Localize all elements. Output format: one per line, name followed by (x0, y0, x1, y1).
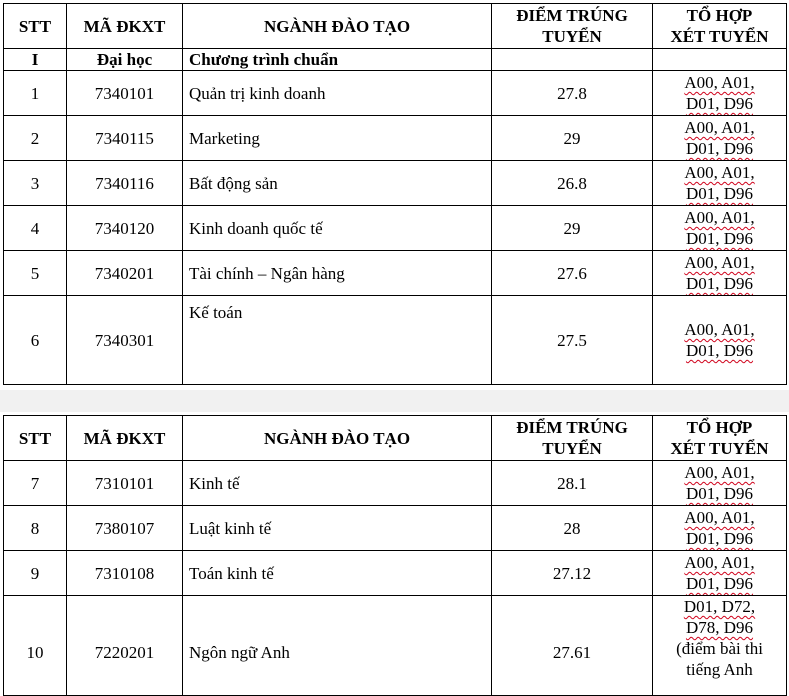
admission-table-2 (3, 415, 787, 696)
row-score: 29 (492, 116, 653, 161)
row-code: 7380107 (67, 506, 183, 551)
header-combo (653, 416, 787, 461)
table-row (4, 461, 787, 506)
row-combo-line-1: A00, A01, (684, 553, 755, 572)
header-score (492, 416, 653, 461)
row-code: 7340120 (67, 206, 183, 251)
row-score: 27.12 (492, 551, 653, 596)
section-empty-combo (653, 49, 787, 71)
row-code: 7220201 (67, 596, 183, 696)
table-row (4, 251, 787, 296)
header-code: MÃ ĐKXT (67, 4, 183, 49)
row-stt: 10 (4, 596, 67, 696)
header-major: NGÀNH ĐÀO TẠO (183, 4, 492, 49)
row-combo-line-2: D01, D96 (685, 94, 754, 113)
row-combo-line-1: A00, A01, (684, 463, 755, 482)
row-score: 27.61 (492, 596, 653, 696)
row-major: Kinh tế (183, 461, 492, 506)
header-score-line-1: ĐIỂM TRÚNG (516, 418, 628, 437)
row-stt: 7 (4, 461, 67, 506)
header-combo-line-2: XÉT TUYỂN (670, 27, 769, 46)
table-header-row (4, 4, 787, 49)
header-score (492, 4, 653, 49)
row-score: 28 (492, 506, 653, 551)
row-combo-line-3: (điểm bài thi (676, 639, 763, 658)
table-header-row (4, 416, 787, 461)
header-code: MÃ ĐKXT (67, 416, 183, 461)
row-code: 7340301 (67, 296, 183, 385)
table-row (4, 206, 787, 251)
row-combo (653, 71, 787, 116)
row-major: Kinh doanh quốc tế (183, 206, 492, 251)
row-score: 27.6 (492, 251, 653, 296)
row-major: Marketing (183, 116, 492, 161)
table-row (4, 71, 787, 116)
row-combo-line-2: D01, D96 (685, 529, 754, 548)
row-combo-line-1: A00, A01, (684, 118, 755, 137)
row-combo-line-1: A00, A01, (684, 320, 755, 339)
row-combo-line-1: A00, A01, (684, 508, 755, 527)
row-major: Tài chính – Ngân hàng (183, 251, 492, 296)
row-score: 27.5 (492, 296, 653, 385)
row-score: 26.8 (492, 161, 653, 206)
row-combo-line-1: A00, A01, (684, 253, 755, 272)
row-combo-line-1: A00, A01, (684, 208, 755, 227)
row-combo-line-2: D01, D96 (685, 139, 754, 158)
header-score-line-2: TUYỂN (542, 27, 602, 46)
table-row (4, 116, 787, 161)
header-combo-line-1: TỔ HỢP (686, 6, 753, 25)
section-index: I (4, 49, 67, 71)
row-code: 7310101 (67, 461, 183, 506)
row-stt: 8 (4, 506, 67, 551)
header-major: NGÀNH ĐÀO TẠO (183, 416, 492, 461)
row-combo-line-2: D01, D96 (685, 274, 754, 293)
section-level: Đại học (67, 49, 183, 71)
row-combo (653, 161, 787, 206)
header-stt: STT (4, 416, 67, 461)
row-combo-line-2: D78, D96 (685, 618, 754, 637)
header-combo-line-2: XÉT TUYỂN (670, 439, 769, 458)
table-row (4, 506, 787, 551)
header-combo (653, 4, 787, 49)
header-score-line-2: TUYỂN (542, 439, 602, 458)
row-stt: 4 (4, 206, 67, 251)
row-combo-line-2: D01, D96 (685, 574, 754, 593)
table-row (4, 596, 787, 696)
row-code: 7340201 (67, 251, 183, 296)
table-row (4, 551, 787, 596)
header-combo-line-1: TỔ HỢP (686, 418, 753, 437)
header-score-line-1: ĐIỂM TRÚNG (516, 6, 628, 25)
row-major: Ngôn ngữ Anh (183, 596, 492, 696)
row-combo (653, 506, 787, 551)
row-major: Bất động sản (183, 161, 492, 206)
row-combo (653, 551, 787, 596)
row-code: 7340101 (67, 71, 183, 116)
row-combo-line-4: tiếng Anh (686, 660, 753, 679)
row-combo (653, 296, 787, 385)
row-stt: 9 (4, 551, 67, 596)
row-major: Luật kinh tế (183, 506, 492, 551)
page-break-gap (0, 390, 789, 412)
row-score: 27.8 (492, 71, 653, 116)
row-combo (653, 461, 787, 506)
header-stt: STT (4, 4, 67, 49)
admission-table-1 (3, 3, 787, 385)
row-major: Kế toán (183, 296, 492, 385)
table-row (4, 161, 787, 206)
section-empty-score (492, 49, 653, 71)
row-combo-line-2: D01, D96 (685, 484, 754, 503)
row-combo-line-1: A00, A01, (684, 163, 755, 182)
section-row (4, 49, 787, 71)
row-major: Quản trị kinh doanh (183, 71, 492, 116)
row-major: Toán kinh tế (183, 551, 492, 596)
row-combo (653, 206, 787, 251)
row-combo-line-2: D01, D96 (685, 229, 754, 248)
row-combo (653, 251, 787, 296)
row-combo (653, 596, 787, 696)
row-stt: 6 (4, 296, 67, 385)
row-combo (653, 116, 787, 161)
row-score: 28.1 (492, 461, 653, 506)
row-score: 29 (492, 206, 653, 251)
row-code: 7340116 (67, 161, 183, 206)
row-code: 7340115 (67, 116, 183, 161)
section-program: Chương trình chuẩn (183, 49, 492, 71)
row-combo-line-1: A00, A01, (684, 73, 755, 92)
row-stt: 5 (4, 251, 67, 296)
row-stt: 1 (4, 71, 67, 116)
row-combo-line-2: D01, D96 (685, 341, 754, 360)
row-combo-line-1: D01, D72, (683, 597, 756, 616)
row-stt: 3 (4, 161, 67, 206)
table-row (4, 296, 787, 385)
row-code: 7310108 (67, 551, 183, 596)
row-stt: 2 (4, 116, 67, 161)
row-combo-line-2: D01, D96 (685, 184, 754, 203)
